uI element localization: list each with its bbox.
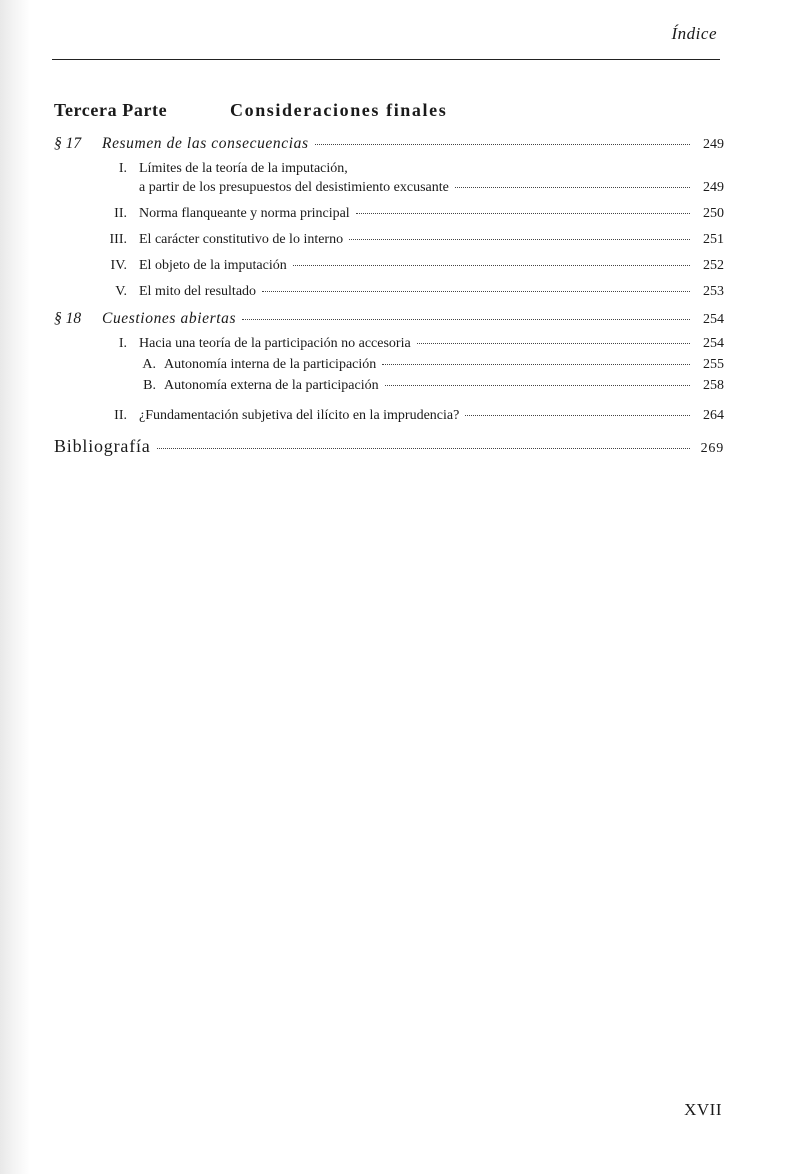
dot-leader bbox=[455, 187, 690, 188]
toc-bibliography[interactable] bbox=[54, 436, 724, 457]
toc-section[interactable] bbox=[54, 161, 724, 196]
section-number: II. bbox=[114, 408, 127, 423]
subsection-letter: A. bbox=[142, 357, 156, 372]
section-title-block bbox=[139, 161, 724, 196]
toc-chapter-17[interactable] bbox=[54, 135, 724, 153]
dot-leader bbox=[465, 415, 690, 416]
toc-section[interactable] bbox=[54, 206, 724, 222]
toc-section[interactable] bbox=[54, 408, 724, 424]
table-of-contents bbox=[54, 100, 724, 457]
toc-subsection[interactable] bbox=[54, 357, 724, 373]
toc-chapter-18[interactable] bbox=[54, 310, 724, 328]
page-number: 254 bbox=[703, 336, 724, 351]
running-head: Índice bbox=[671, 24, 717, 43]
chapter-number: § 17 bbox=[54, 135, 82, 152]
section-title: Hacia una teoría de la participación no accesoria bbox=[139, 336, 411, 351]
page-edge-shadow bbox=[0, 0, 30, 1174]
chapter-number: § 18 bbox=[54, 310, 82, 327]
section-title-lastline bbox=[139, 180, 724, 196]
bibliography-title: Bibliografía bbox=[54, 436, 151, 456]
part-label: Tercera Parte bbox=[54, 100, 168, 120]
chapter-title: Cuestiones abiertas bbox=[102, 310, 237, 327]
section-number: I. bbox=[118, 161, 127, 176]
page-number: 269 bbox=[700, 441, 724, 456]
header-rule bbox=[52, 59, 720, 60]
dot-leader bbox=[349, 239, 690, 240]
page-number: 258 bbox=[703, 378, 724, 393]
dot-leader bbox=[315, 144, 690, 145]
toc-section[interactable] bbox=[54, 284, 724, 300]
page-number: 252 bbox=[703, 258, 724, 273]
section-title: El carácter constitutivo de lo interno bbox=[139, 232, 344, 247]
section-number: V. bbox=[115, 284, 127, 299]
dot-leader bbox=[385, 385, 690, 386]
section-number: III. bbox=[109, 232, 127, 247]
page-number: 249 bbox=[703, 137, 724, 152]
section-title: ¿Fundamentación subjetiva del ilícito en la imprudencia? bbox=[139, 408, 460, 423]
page-number: 254 bbox=[703, 312, 724, 327]
toc-section[interactable] bbox=[54, 258, 724, 274]
section-title: El mito del resultado bbox=[139, 284, 257, 299]
subsection-title: Autonomía interna de la participación bbox=[164, 357, 377, 372]
subsection-title: Autonomía externa de la participación bbox=[164, 378, 379, 393]
page-number: 251 bbox=[703, 232, 724, 247]
subsection-letter: B. bbox=[143, 378, 156, 393]
page-folio: XVII bbox=[684, 1100, 722, 1119]
page-number: 255 bbox=[703, 357, 724, 372]
section-number: IV. bbox=[110, 258, 127, 273]
section-title: Norma flanqueante y norma principal bbox=[139, 206, 350, 221]
dot-leader bbox=[262, 291, 690, 292]
chapter-title: Resumen de las consecuencias bbox=[102, 135, 309, 152]
page-number: 253 bbox=[703, 284, 724, 299]
part-heading bbox=[54, 100, 724, 121]
section-number: II. bbox=[114, 206, 127, 221]
toc-subsection[interactable] bbox=[54, 378, 724, 394]
dot-leader bbox=[356, 213, 690, 214]
section-number: I. bbox=[118, 336, 127, 351]
section-title: El objeto de la imputación bbox=[139, 258, 287, 273]
dot-leader bbox=[417, 343, 690, 344]
dot-leader bbox=[157, 448, 690, 449]
dot-leader bbox=[382, 364, 690, 365]
part-title: Consideraciones finales bbox=[230, 100, 448, 120]
toc-section[interactable] bbox=[54, 232, 724, 248]
section-title-line: Límites de la teoría de la imputación, bbox=[139, 161, 348, 176]
page-number: 249 bbox=[703, 180, 724, 195]
dot-leader bbox=[242, 319, 690, 320]
toc-section[interactable] bbox=[54, 336, 724, 352]
page-number: 264 bbox=[703, 408, 724, 423]
dot-leader bbox=[293, 265, 690, 266]
section-title: a partir de los presupuestos del desistimiento excusante bbox=[139, 180, 449, 195]
page-number: 250 bbox=[703, 206, 724, 221]
